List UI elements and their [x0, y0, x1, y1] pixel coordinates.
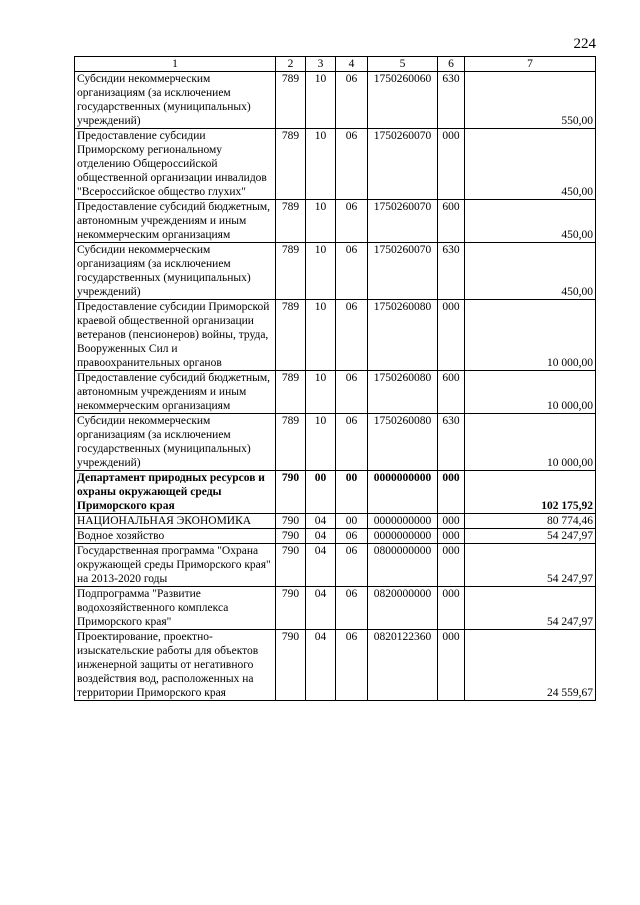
- table-row: [75, 371, 596, 414]
- row-admin-code: 790: [276, 587, 306, 630]
- row-subsection-code: 06: [336, 72, 368, 129]
- row-target-code: 0820122360: [368, 630, 438, 701]
- row-amount: 10 000,00: [465, 371, 596, 414]
- row-section-code: 10: [306, 300, 336, 371]
- row-expense-type-code: 000: [438, 514, 465, 529]
- table-row: [75, 72, 596, 129]
- row-name: Субсидии некоммерческим организациям (за исключением государственных (муниципальных) учреждений): [75, 243, 276, 300]
- row-section-code: 10: [306, 371, 336, 414]
- row-target-code: 1750260070: [368, 129, 438, 200]
- table-row: [75, 300, 596, 371]
- table-row: [75, 514, 596, 529]
- row-subsection-code: 06: [336, 544, 368, 587]
- row-expense-type-code: 000: [438, 587, 465, 630]
- row-expense-type-code: 630: [438, 72, 465, 129]
- row-amount: 80 774,46: [465, 514, 596, 529]
- row-amount: 54 247,97: [465, 587, 596, 630]
- row-section-code: 04: [306, 529, 336, 544]
- column-header: 6: [438, 57, 465, 72]
- table-row: [75, 587, 596, 630]
- table-row: [75, 471, 596, 514]
- row-admin-code: 790: [276, 544, 306, 587]
- row-expense-type-code: 000: [438, 630, 465, 701]
- row-expense-type-code: 600: [438, 200, 465, 243]
- row-section-code: 04: [306, 587, 336, 630]
- table-row: [75, 544, 596, 587]
- row-target-code: 1750260080: [368, 371, 438, 414]
- row-section-code: 10: [306, 243, 336, 300]
- column-header: 2: [276, 57, 306, 72]
- row-subsection-code: 06: [336, 243, 368, 300]
- row-amount: 10 000,00: [465, 300, 596, 371]
- row-section-code: 04: [306, 544, 336, 587]
- row-subsection-code: 06: [336, 587, 368, 630]
- row-expense-type-code: 000: [438, 129, 465, 200]
- row-name: Предоставление субсидий бюджетным, автономным учреждениям и иным некоммерческим организациям: [75, 200, 276, 243]
- table-row: [75, 243, 596, 300]
- row-subsection-code: 06: [336, 529, 368, 544]
- row-name: Водное хозяйство: [75, 529, 276, 544]
- row-amount: 450,00: [465, 129, 596, 200]
- row-target-code: 1750260070: [368, 243, 438, 300]
- row-amount: 54 247,97: [465, 529, 596, 544]
- row-section-code: 10: [306, 129, 336, 200]
- row-admin-code: 789: [276, 129, 306, 200]
- row-target-code: 0820000000: [368, 587, 438, 630]
- row-target-code: 0800000000: [368, 544, 438, 587]
- row-admin-code: 790: [276, 630, 306, 701]
- row-name: Департамент природных ресурсов и охраны окружающей среды Приморского края: [75, 471, 276, 514]
- row-subsection-code: 06: [336, 414, 368, 471]
- row-name: Подпрограмма "Развитие водохозяйственного комплекса Приморского края": [75, 587, 276, 630]
- row-amount: 450,00: [465, 200, 596, 243]
- row-admin-code: 790: [276, 514, 306, 529]
- row-section-code: 10: [306, 72, 336, 129]
- table-row: [75, 414, 596, 471]
- row-amount: 450,00: [465, 243, 596, 300]
- row-subsection-code: 06: [336, 200, 368, 243]
- row-name: Предоставление субсидии Приморской краевой общественной организации ветеранов (пенсионеров) войны, труда, Вооруженных Сил и правоохранительных органов: [75, 300, 276, 371]
- row-subsection-code: 00: [336, 471, 368, 514]
- row-amount: 24 559,67: [465, 630, 596, 701]
- column-header: 3: [306, 57, 336, 72]
- row-section-code: 04: [306, 630, 336, 701]
- row-admin-code: 789: [276, 243, 306, 300]
- row-subsection-code: 06: [336, 300, 368, 371]
- table-row: [75, 129, 596, 200]
- row-admin-code: 790: [276, 529, 306, 544]
- row-amount: 550,00: [465, 72, 596, 129]
- row-expense-type-code: 000: [438, 471, 465, 514]
- row-name: Предоставление субсидий бюджетным, автономным учреждениям и иным некоммерческим организациям: [75, 371, 276, 414]
- row-admin-code: 789: [276, 200, 306, 243]
- row-target-code: 0000000000: [368, 471, 438, 514]
- row-target-code: 1750260080: [368, 300, 438, 371]
- row-admin-code: 789: [276, 72, 306, 129]
- row-section-code: 04: [306, 514, 336, 529]
- header-row: [75, 57, 596, 72]
- row-admin-code: 789: [276, 300, 306, 371]
- column-header: 4: [336, 57, 368, 72]
- row-section-code: 10: [306, 414, 336, 471]
- row-amount: 10 000,00: [465, 414, 596, 471]
- row-expense-type-code: 000: [438, 300, 465, 371]
- column-header: 1: [75, 57, 276, 72]
- table-row: [75, 529, 596, 544]
- row-subsection-code: 06: [336, 129, 368, 200]
- row-target-code: 0000000000: [368, 514, 438, 529]
- table-row: [75, 200, 596, 243]
- row-admin-code: 789: [276, 414, 306, 471]
- row-expense-type-code: 600: [438, 371, 465, 414]
- row-admin-code: 790: [276, 471, 306, 514]
- row-name: Государственная программа "Охрана окружающей среды Приморского края" на 2013-2020 годы: [75, 544, 276, 587]
- table-row: [75, 630, 596, 701]
- row-target-code: 1750260060: [368, 72, 438, 129]
- row-expense-type-code: 630: [438, 243, 465, 300]
- column-header: 5: [368, 57, 438, 72]
- row-section-code: 10: [306, 200, 336, 243]
- row-subsection-code: 06: [336, 630, 368, 701]
- row-section-code: 00: [306, 471, 336, 514]
- row-name: Проектирование, проектно-изыскательские работы для объектов инженерной защиты от негативного воздействия вод, расположенных на территории Приморского края: [75, 630, 276, 701]
- row-name: Субсидии некоммерческим организациям (за исключением государственных (муниципальных) учреждений): [75, 414, 276, 471]
- row-expense-type-code: 000: [438, 544, 465, 587]
- row-subsection-code: 00: [336, 514, 368, 529]
- budget-table: [74, 56, 596, 701]
- row-subsection-code: 06: [336, 371, 368, 414]
- row-name: Предоставление субсидии Приморскому региональному отделению Общероссийской общественной организации инвалидов "Всероссийское общество глухих": [75, 129, 276, 200]
- row-amount: 102 175,92: [465, 471, 596, 514]
- row-name: НАЦИОНАЛЬНАЯ ЭКОНОМИКА: [75, 514, 276, 529]
- row-expense-type-code: 630: [438, 414, 465, 471]
- row-expense-type-code: 000: [438, 529, 465, 544]
- row-name: Субсидии некоммерческим организациям (за исключением государственных (муниципальных) учреждений): [75, 72, 276, 129]
- row-target-code: 0000000000: [368, 529, 438, 544]
- row-target-code: 1750260080: [368, 414, 438, 471]
- page-number: 224: [573, 36, 596, 52]
- row-admin-code: 789: [276, 371, 306, 414]
- column-header: 7: [465, 57, 596, 72]
- row-amount: 54 247,97: [465, 544, 596, 587]
- row-target-code: 1750260070: [368, 200, 438, 243]
